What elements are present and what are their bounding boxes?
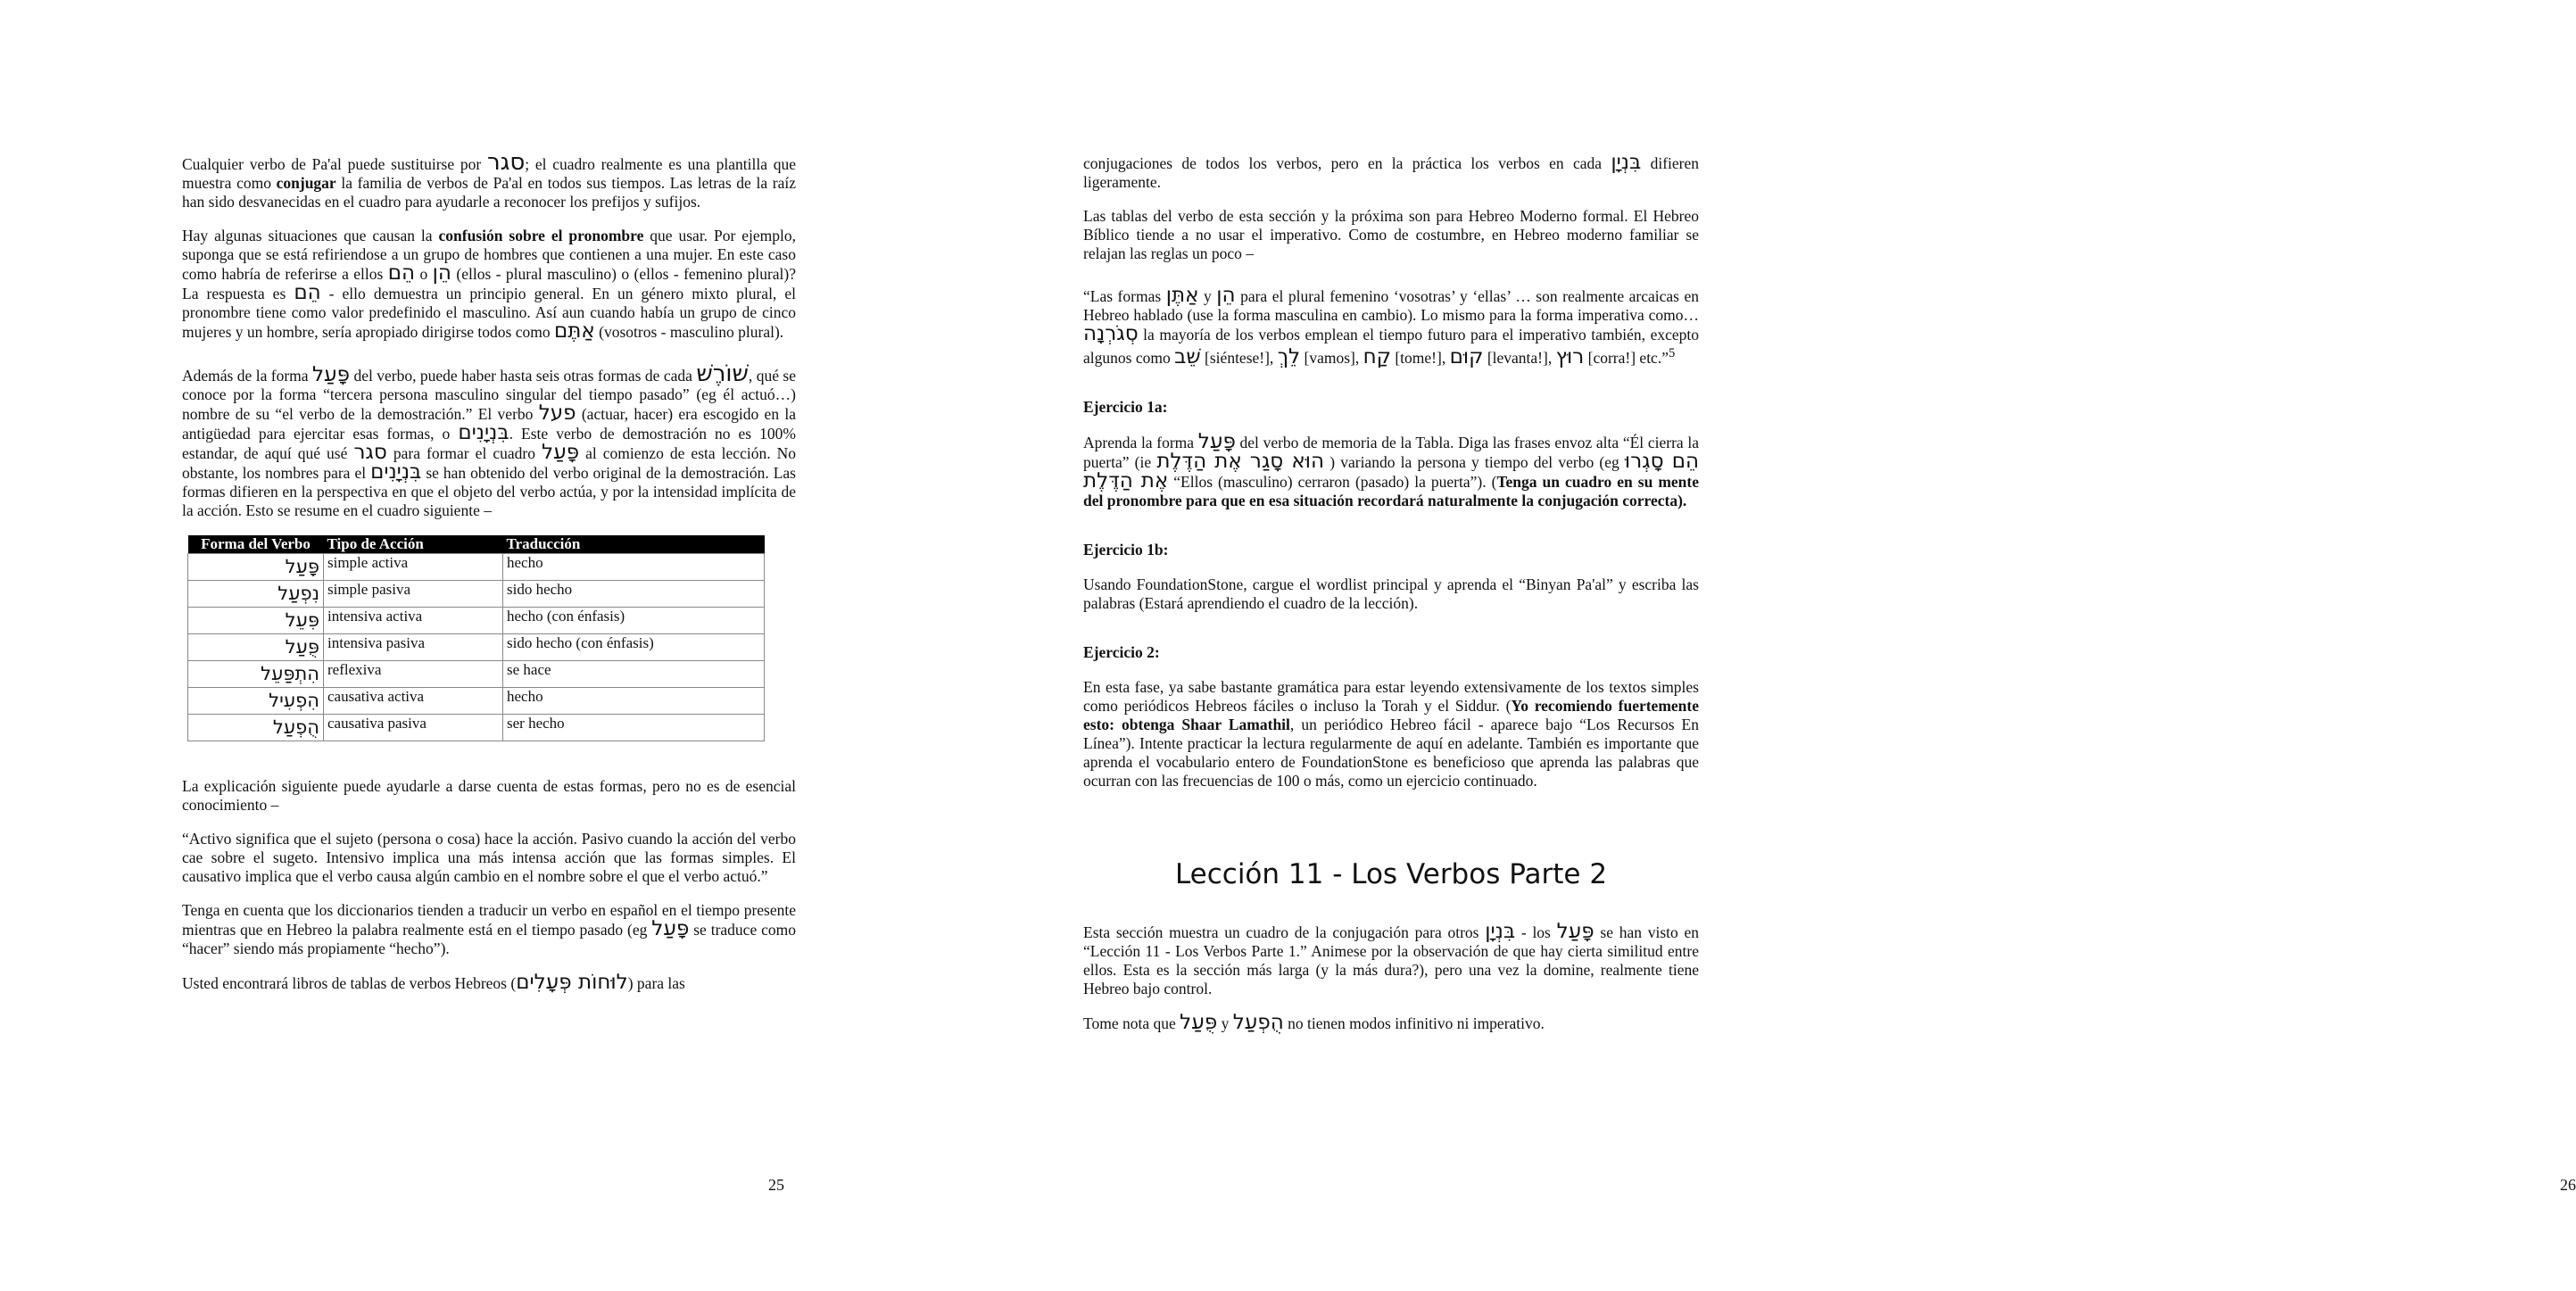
- hebrew-form-cell: פִּעֵל: [188, 608, 324, 634]
- left-text-column: [182, 149, 797, 1008]
- action-type-cell: simple activa: [324, 554, 503, 581]
- table-row: [188, 715, 765, 741]
- paragraph: conjugaciones de todos los verbos, pero en la práctica los verbos en cada בִּנְיָן difieren ligeramente.: [1083, 151, 1699, 191]
- paragraph: Cualquier verbo de Pa'al puede sustituirse por סגר; el cuadro realmente es una plantilla que muestra como conjugar la familia de verbos de Pa'al en todos sus tiempos. Las letras de la raíz han sido desvanecidas en el cuadro para ayudarle a reconocer los prefijos y sufijos.: [182, 149, 797, 211]
- translation-cell: hecho (con énfasis): [503, 608, 765, 634]
- paragraph: En esta fase, ya sabe bastante gramática para estar leyendo extensivamente de los textos simples como periódicos Hebreos fáciles o incluso la Torah y el Siddur. (Yo recomiendo fuertemente esto: obtenga Shaar Lamathil, un periódico Hebreo fácil - aparece bajo “Los Recursos En Línea”). Intente practicar la lectura regularmente de aquí en adelante. También es importante que aprenda el vocabulario entero de FoundationStone es beneficioso que aprenda las palabras que ocurran con las frecuencias de 100 o más, como un ejercicio continuado.: [1083, 677, 1699, 790]
- table-row: [188, 661, 765, 688]
- hebrew-form-cell: פֻּעַל: [188, 634, 324, 661]
- paragraph: Aprenda la forma פָּעַל del verbo de memoria de la Tabla. Diga las frases envoz alta “Él cierra la puerta” (ie הוּא סָגַר אֶת הַדֶּלֶת ) variando la persona y tiempo del verbo (eg הֵם סָגְרוּ אֶת הַדֶּלֶת “Ellos (masculino) cerraron (pasado) la puerta”). (Tenga un cuadro en su mente del pronombre para que en esa situación recordará naturalmente la conjugación correcta).: [1083, 429, 1700, 509]
- paragraph: Tenga en cuenta que los diccionarios tienden a traducir un verbo en español en el tiempo presente mientras que en Hebreo la palabra realmente está en el tiempo pasado (eg פָּעַל se traduce como “hacer” siendo más propiamente “hecho”).: [182, 901, 796, 957]
- paragraph: Esta sección muestra un cuadro de la conjugación para otros בִּנְיָן - los פָּעַל se han visto en “Lección 11 - Los Verbos Parte 1.” Animese por la observación de que hay cierta similitud entre ellos. Esta es la sección más larga (y la más dura?), pero una vez la domine, realmente tiene Hebreo bajo control.: [1083, 919, 1699, 997]
- paragraph: Tome nota que פֻּעַל y הֻפְעַל no tienen modos infinitivo ni imperativo.: [1083, 1010, 1545, 1034]
- table-row: [188, 554, 765, 581]
- action-type-cell: causativa activa: [324, 688, 503, 715]
- column-header: Traducción: [503, 535, 765, 554]
- binyanim-table: [187, 535, 765, 741]
- exercise-heading: Ejercicio 1a:: [1083, 397, 1168, 416]
- column-header: Tipo de Acción: [324, 535, 503, 554]
- translation-cell: ser hecho: [503, 715, 765, 741]
- exercise-heading: Ejercicio 2:: [1083, 642, 1160, 661]
- translation-cell: sido hecho (con énfasis): [503, 634, 765, 661]
- action-type-cell: intensiva pasiva: [324, 634, 503, 661]
- action-type-cell: causativa pasiva: [324, 715, 503, 741]
- paragraph: “Activo significa que el sujeto (persona o cosa) hace la acción. Pasivo cuando la acción del verbo cae sobre el sugeto. Intensivo implica una más intensa acción que las formas simples. El causativo implica que el verbo causa algún cambio en el nombre sobre el que el verbo actuó.”: [182, 830, 796, 885]
- translation-cell: hecho: [503, 554, 765, 581]
- table-row: [188, 581, 765, 608]
- translation-cell: se hace: [503, 661, 765, 688]
- left-page: [0, 0, 914, 1291]
- paragraph: Además de la forma פָּעַל del verbo, puede haber hasta seis otras formas de cada שׁוֹרֶשׁ, qué se conoce por la forma “tercera persona masculino singular del tiempo pasado” (eg él actuó…) nombre de su “el verbo de la demostración.” El verbo פעל (actuar, hacer) era escogido en la antigüedad para ejercitar esas formas, o בִּנְיָנִים. Este verbo de demostración no es 100% estandar, de aquí qué usé סגר para formar el cuadro פָּעַל al comienzo de esta lección. No obstante, los nombres para el בִּנְיָנִים se han obtenido del verbo original de la demostración. Las formas difieren en la perspectiva en que el objeto del verbo actúa, y por la intensidad implícita de la acción. Esto se resume en el cuadro siguiente –: [182, 360, 797, 519]
- column-header: Forma del Verbo: [188, 535, 324, 554]
- page-number: 25: [768, 1176, 784, 1194]
- lesson-title: Lección 11 - Los Verbos Parte 2: [1174, 857, 1608, 890]
- paragraph: “Las formas אַתֶּן y הֵן para el plural femenino ‘vosotras’ y ‘ellas’ … son realmente arcaicas en Hebreo hablado (use la forma masculina en cambio). Lo mismo para la forma imperativa como… סְגֹרְנָה la mayoría de los verbos emplean el tiempo futuro para el imperativo también, excepto algunos como שֵׁב [siéntese!], לֵךְ [vamos], קַח [tome!], קוּם [levanta!], רוּץ [corra!] etc.”$^5$: [1083, 284, 1700, 368]
- right-page: [914, 0, 2576, 1291]
- table-row: [188, 688, 765, 715]
- paragraph: Usted encontrará libros de tablas de verbos Hebreos (לוּחוֹת פְּעָלִים) para las: [182, 971, 685, 994]
- paragraph: Hay algunas situaciones que causan la confusión sobre el pronombre que usar. Por ejemplo, suponga que se está refiriendose a un grupo de hombres que contienen a una mujer. En este caso como habría de referirse a ellos הֵם o הֵן (ellos - plural masculino) o (ellos - femenino plural)? La respuesta es הֵם - ello demuestra un principio general. En un género mixto plural, el pronombre tiene como valor predefinido el masculino. Así aun cuando había un grupo de cinco mujeres y un hombre, sería apropiado dirigirse todos como אַתֶּם (vosotros - masculino plural).: [182, 227, 796, 343]
- hebrew-form-cell: הִפְעִיל: [188, 688, 324, 715]
- right-text-column: [1083, 153, 1699, 1048]
- hebrew-form-cell: נִפְעַל: [188, 581, 324, 608]
- table-row: [188, 608, 765, 634]
- translation-cell: hecho: [503, 688, 765, 715]
- paragraph: La explicación siguiente puede ayudarle a darse cuenta de estas formas, pero no es de esencial conocimiento –: [182, 777, 796, 814]
- page-number: 26: [2560, 1176, 2576, 1194]
- table-header-row: [188, 535, 765, 554]
- action-type-cell: simple pasiva: [324, 581, 503, 608]
- table-row: [188, 634, 765, 661]
- action-type-cell: reflexiva: [324, 661, 503, 688]
- action-type-cell: intensiva activa: [324, 608, 503, 634]
- hebrew-form-cell: הִתְפַּעֵל: [188, 661, 324, 688]
- translation-cell: sido hecho: [503, 581, 765, 608]
- exercise-heading: Ejercicio 1b:: [1083, 540, 1169, 559]
- hebrew-form-cell: הֻפְעַל: [188, 715, 324, 741]
- paragraph: Las tablas del verbo de esta sección y la próxima son para Hebreo Moderno formal. El Hebreo Bíblico tiende a no usar el imperativo. Como de costumbre, en Hebreo moderno familiar se relajan las reglas un poco –: [1083, 207, 1699, 262]
- paragraph: Usando FoundationStone, cargue el wordlist principal y aprenda el “Binyan Pa'al” y escriba las palabras (Estará aprendiendo el cuadro de la lección).: [1083, 575, 1699, 612]
- hebrew-form-cell: פָּעַל: [188, 554, 324, 581]
